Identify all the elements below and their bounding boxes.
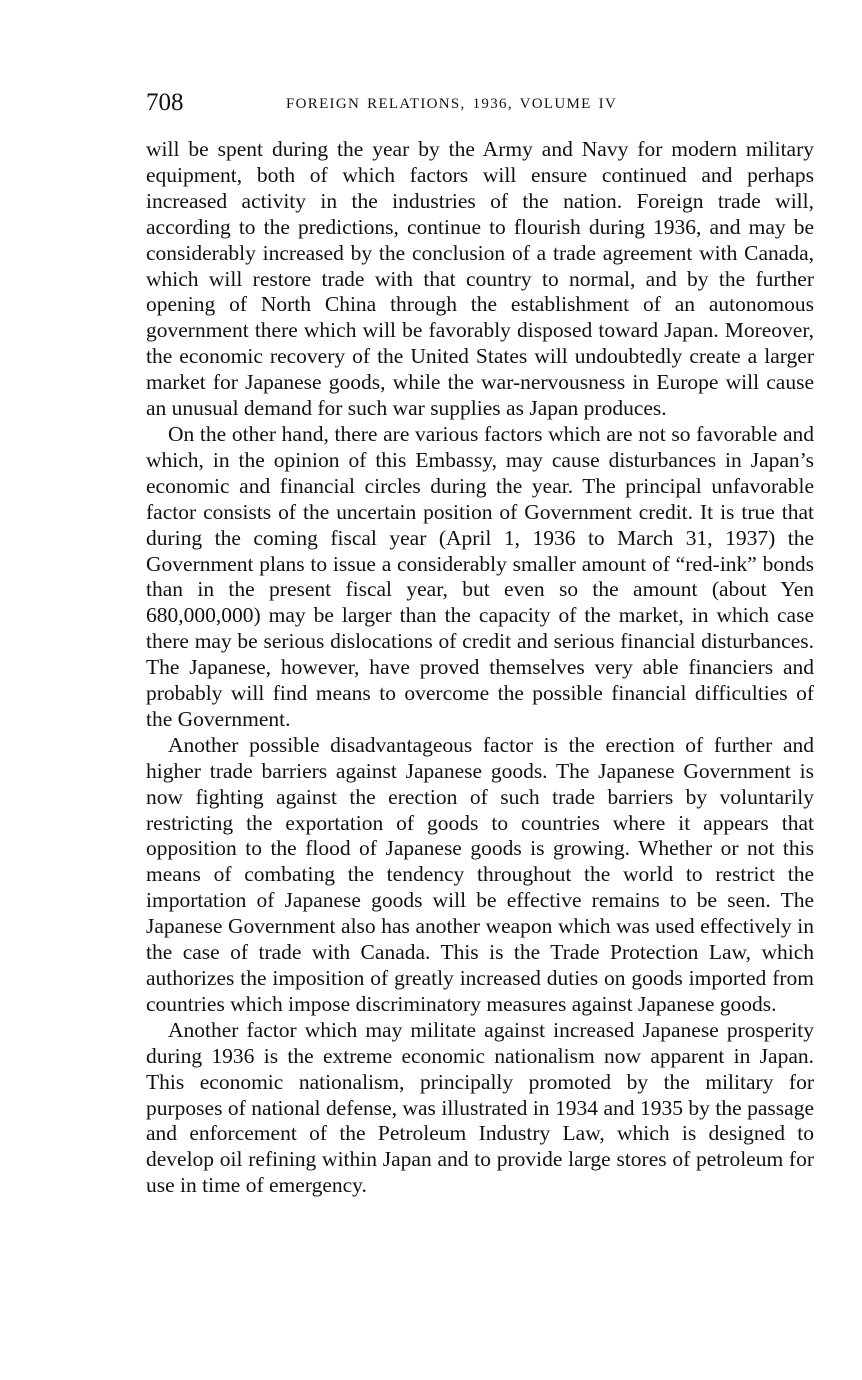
running-title: FOREIGN RELATIONS, 1936, VOLUME IV bbox=[286, 96, 618, 112]
body-text bbox=[146, 137, 814, 1199]
paragraph-continued: will be spent during the year by the Army and Navy for modern military equipment, both of which factors will ensure continued and perhaps increased activity in the industries of the nation. Foreign trade will, according to the predictions, continue to flourish during 1936, and may be considerably increased by the conclusion of a trade agreement with Canada, which will restore trade with that country to normal, and by the further opening of North China through the establishment of an autonomous government there which will be favorably disposed toward Japan. Moreover, the economic recovery of the United States will undoubtedly create a larger market for Japanese goods, while the war-nervousness in Europe will cause an unusual demand for such war supplies as Japan produces. bbox=[146, 137, 814, 421]
page-number: 708 bbox=[146, 89, 184, 116]
paragraph-unfavorable-factors: On the other hand, there are various factors which are not so favorable and which, in the opinion of this Embassy, may cause disturbances in Japan’s economic and financial circles during the year. The principal unfavorable factor consists of the uncertain position of Government credit. It is true that during the coming fiscal year (April 1, 1936 to March 31, 1937) the Government plans to issue a considerably smaller amount of “red-ink” bonds than in the present fiscal year, but even so the amount (about Yen 680,000,000) may be larger than the capacity of the market, in which case there may be serious dislocations of credit and serious financial disturbances. The Japanese, however, have proved themselves very able financiers and probably will find means to overcome the possible financial difficulties of the Government. bbox=[146, 421, 814, 731]
paragraph-economic-nationalism: Another factor which may militate against increased Japanese prosperity during 1936 is the extreme economic nationalism now apparent in Japan. This economic nationalism, principally promoted by the military for purposes of national defense, was illustrated in 1934 and 1935 by the passage and enforcement of the Petroleum Industry Law, which is designed to develop oil refining within Japan and to provide large stores of petroleum for use in time of emergency. bbox=[146, 1017, 814, 1198]
page-header bbox=[146, 88, 814, 124]
paragraph-trade-barriers: Another possible disadvantageous factor is the erection of further and higher trade barriers against Japanese goods. The Japanese Government is now fighting against the erection of such trade barriers by voluntarily restricting the exportation of goods to countries where it appears that opposition to the flood of Japanese goods is growing. Whether or not this means of combating the tendency throughout the world to restrict the importation of Japanese goods will be effective remains to be seen. The Japanese Government also has another weapon which was used effectively in the case of trade with Canada. This is the Trade Protection Law, which authorizes the imposition of greatly increased duties on goods imported from countries which impose discriminatory measures against Japanese goods. bbox=[146, 732, 814, 1016]
